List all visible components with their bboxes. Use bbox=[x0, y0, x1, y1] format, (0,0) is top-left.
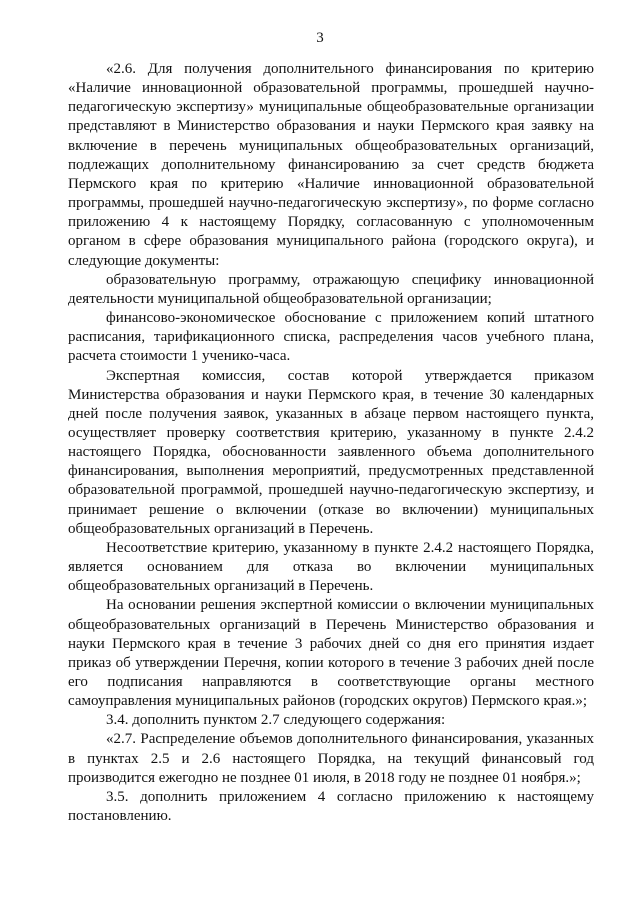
paragraph-3-5: 3.5. дополнить приложением 4 согласно приложению к настоящему постановлению. bbox=[68, 788, 594, 825]
paragraph-2-7: «2.7. Распределение объемов дополнительного финансирования, указанных в пунктах 2.5 и 2.6 настоящего Порядка, на текущий финансовый год производится ежегодно не позднее 01 июля, в 2018 году не позднее 01 ноября.»; bbox=[68, 731, 594, 786]
paragraph-3-4: 3.4. дополнить пунктом 2.7 следующего содержания: bbox=[106, 712, 446, 729]
paragraph-educational-program: образовательную программу, отражающую специфику инновационной деятельности муниципальной общеобразовательной организации; bbox=[68, 271, 594, 307]
paragraph-commission-decision: На основании решения экспертной комиссии о включении муниципальных общеобразовательных организаций в Перечень Министерство образования и науки Пермского края в течение 3 рабочих дней со дня его принятия издает приказ об утверждении Перечня, копии которого в течение 3 рабочих дней после его подписания направляются в соответствующие органы местного самоуправления муниципальных районов (городских округов) Пермского края.»; bbox=[68, 597, 594, 710]
document-body bbox=[68, 60, 594, 826]
paragraph-2-6-intro: «2.6. Для получения дополнительного финансирования по критерию «Наличие инновационной образовательной программы, прошедшей научно-педагогическую экспертизу» муниципальные общеобразовательные организации представляют в Министерство образования и науки Пермского края заявку на включение в перечень муниципальных общеобразовательных организаций, подлежащих дополнительному финансированию за счет средств бюджета Пермского края по критерию «Наличие инновационной образовательной программы, прошедшей научно-педагогическую экспертизу», по форме согласно приложению 4 к настоящему Порядку, согласованную с уполномоченным органом в сфере образования муниципального района (городского округа), и следующие документы: bbox=[68, 61, 594, 269]
page-number: 3 bbox=[316, 30, 324, 46]
paragraph-expert-commission: Экспертная комиссия, состав которой утверждается приказом Министерства образования и науки Пермского края, в течение 30 календарных дней после получения заявок, указанных в абзаце первом настоящего пункта, осуществляет проверку соответствия критерию, указанному в пункте 2.4.2 настоящего Порядка, обоснованности заявленного объема дополнительного финансирования, выполнения мероприятий, предусмотренных представленной образовательной программой, прошедшей научно-педагогическую экспертизу, и принимает решение о включении (отказе во включении) муниципальных общеобразовательных организаций в Перечень. bbox=[68, 367, 594, 537]
paragraph-non-compliance: Несоответствие критерию, указанному в пункте 2.4.2 настоящего Порядка, является основанием для отказа во включении муниципальных общеобразовательных организаций в Перечень. bbox=[68, 539, 594, 595]
paragraph-financial-justification: финансово-экономическое обоснование с приложением копий штатного расписания, тарификационного списка, распределения часов учебного плана, расчета стоимости 1 ученико-часа. bbox=[68, 310, 594, 365]
